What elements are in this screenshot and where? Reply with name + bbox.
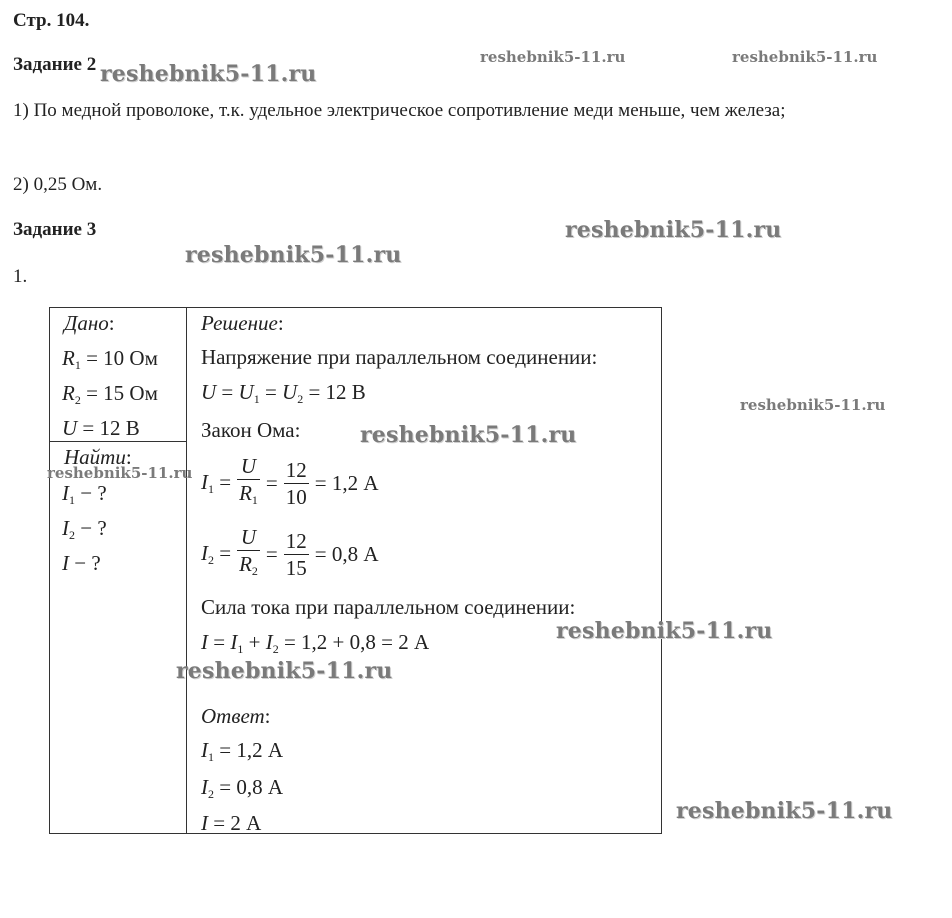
current-i1-equation: $I_1$ = $\frac{U}{R_1}$ = $\frac{12}{10}$ = 1,2 А: [201, 453, 379, 513]
table-divider-horizontal: [50, 441, 186, 442]
solution-table: [49, 307, 662, 834]
fraction: $\frac{12}{15}$: [285, 528, 307, 580]
fraction: $\frac{12}{10}$: [285, 457, 307, 509]
watermark: reshebnik5-11.ru: [360, 422, 577, 448]
given-row: $R_1 = 10$ Ом: [62, 346, 158, 372]
solution-line: Закон Ома:: [201, 418, 301, 442]
watermark: reshebnik5-11.ru: [740, 396, 886, 414]
watermark: reshebnik5-11.ru: [100, 61, 317, 87]
given-heading: Дано:: [64, 311, 115, 335]
voltage-equation: $U = U_1 = U_2 = 12$ В: [201, 380, 366, 406]
table-divider-vertical: [186, 308, 187, 833]
answer-heading: Ответ:: [201, 704, 271, 728]
answer-row: $I_2 = 0,8$ А: [201, 775, 284, 801]
find-row: I − ?: [62, 551, 101, 575]
watermark: reshebnik5-11.ru: [565, 217, 782, 243]
watermark: reshebnik5-11.ru: [185, 242, 402, 268]
answer-row: $I_1 = 1,2$ А: [201, 738, 284, 764]
task2-answer-1: 1) По медной проволоке, т.к. удельное электрическое сопротивление меди меньше, чем железа;: [13, 100, 786, 121]
fraction: $\frac{U}{R_2}$: [239, 525, 258, 578]
watermark: reshebnik5-11.ru: [480, 48, 626, 66]
solution-line: Сила тока при параллельном соединении:: [201, 595, 576, 619]
total-current-equation: $I = I_1 + I_2 = 1,2 + 0,8 = 2$ А: [201, 630, 430, 656]
current-i2-equation: $I_2$ = $\frac{U}{R_2}$ = $\frac{12}{15}$ = 0,8 А: [201, 524, 379, 584]
answer-row: I = 2 А: [201, 811, 262, 835]
watermark: reshebnik5-11.ru: [676, 798, 893, 824]
given-row: U = 12 В: [62, 416, 140, 440]
watermark: reshebnik5-11.ru: [176, 658, 393, 684]
watermark: reshebnik5-11.ru: [47, 464, 193, 482]
fraction: $\frac{U}{R_1}$: [239, 454, 258, 507]
task3-item-number: 1.: [13, 266, 28, 287]
find-heading: Найти:: [64, 445, 132, 469]
task3-heading: Задание 3: [13, 219, 97, 240]
task2-answer-2: 2) 0,25 Ом.: [13, 174, 103, 195]
watermark: reshebnik5-11.ru: [732, 48, 878, 66]
find-row: $I_1$ − ?: [62, 481, 107, 507]
task2-heading: Задание 2: [13, 54, 97, 75]
solution-heading: Решение:: [201, 311, 284, 335]
page-header: Стр. 104.: [13, 10, 90, 31]
watermark: reshebnik5-11.ru: [556, 618, 773, 644]
given-row: $R_2 = 15$ Ом: [62, 381, 158, 407]
find-row: $I_2$ − ?: [62, 516, 107, 542]
solution-line: Напряжение при параллельном соединении:: [201, 345, 598, 369]
